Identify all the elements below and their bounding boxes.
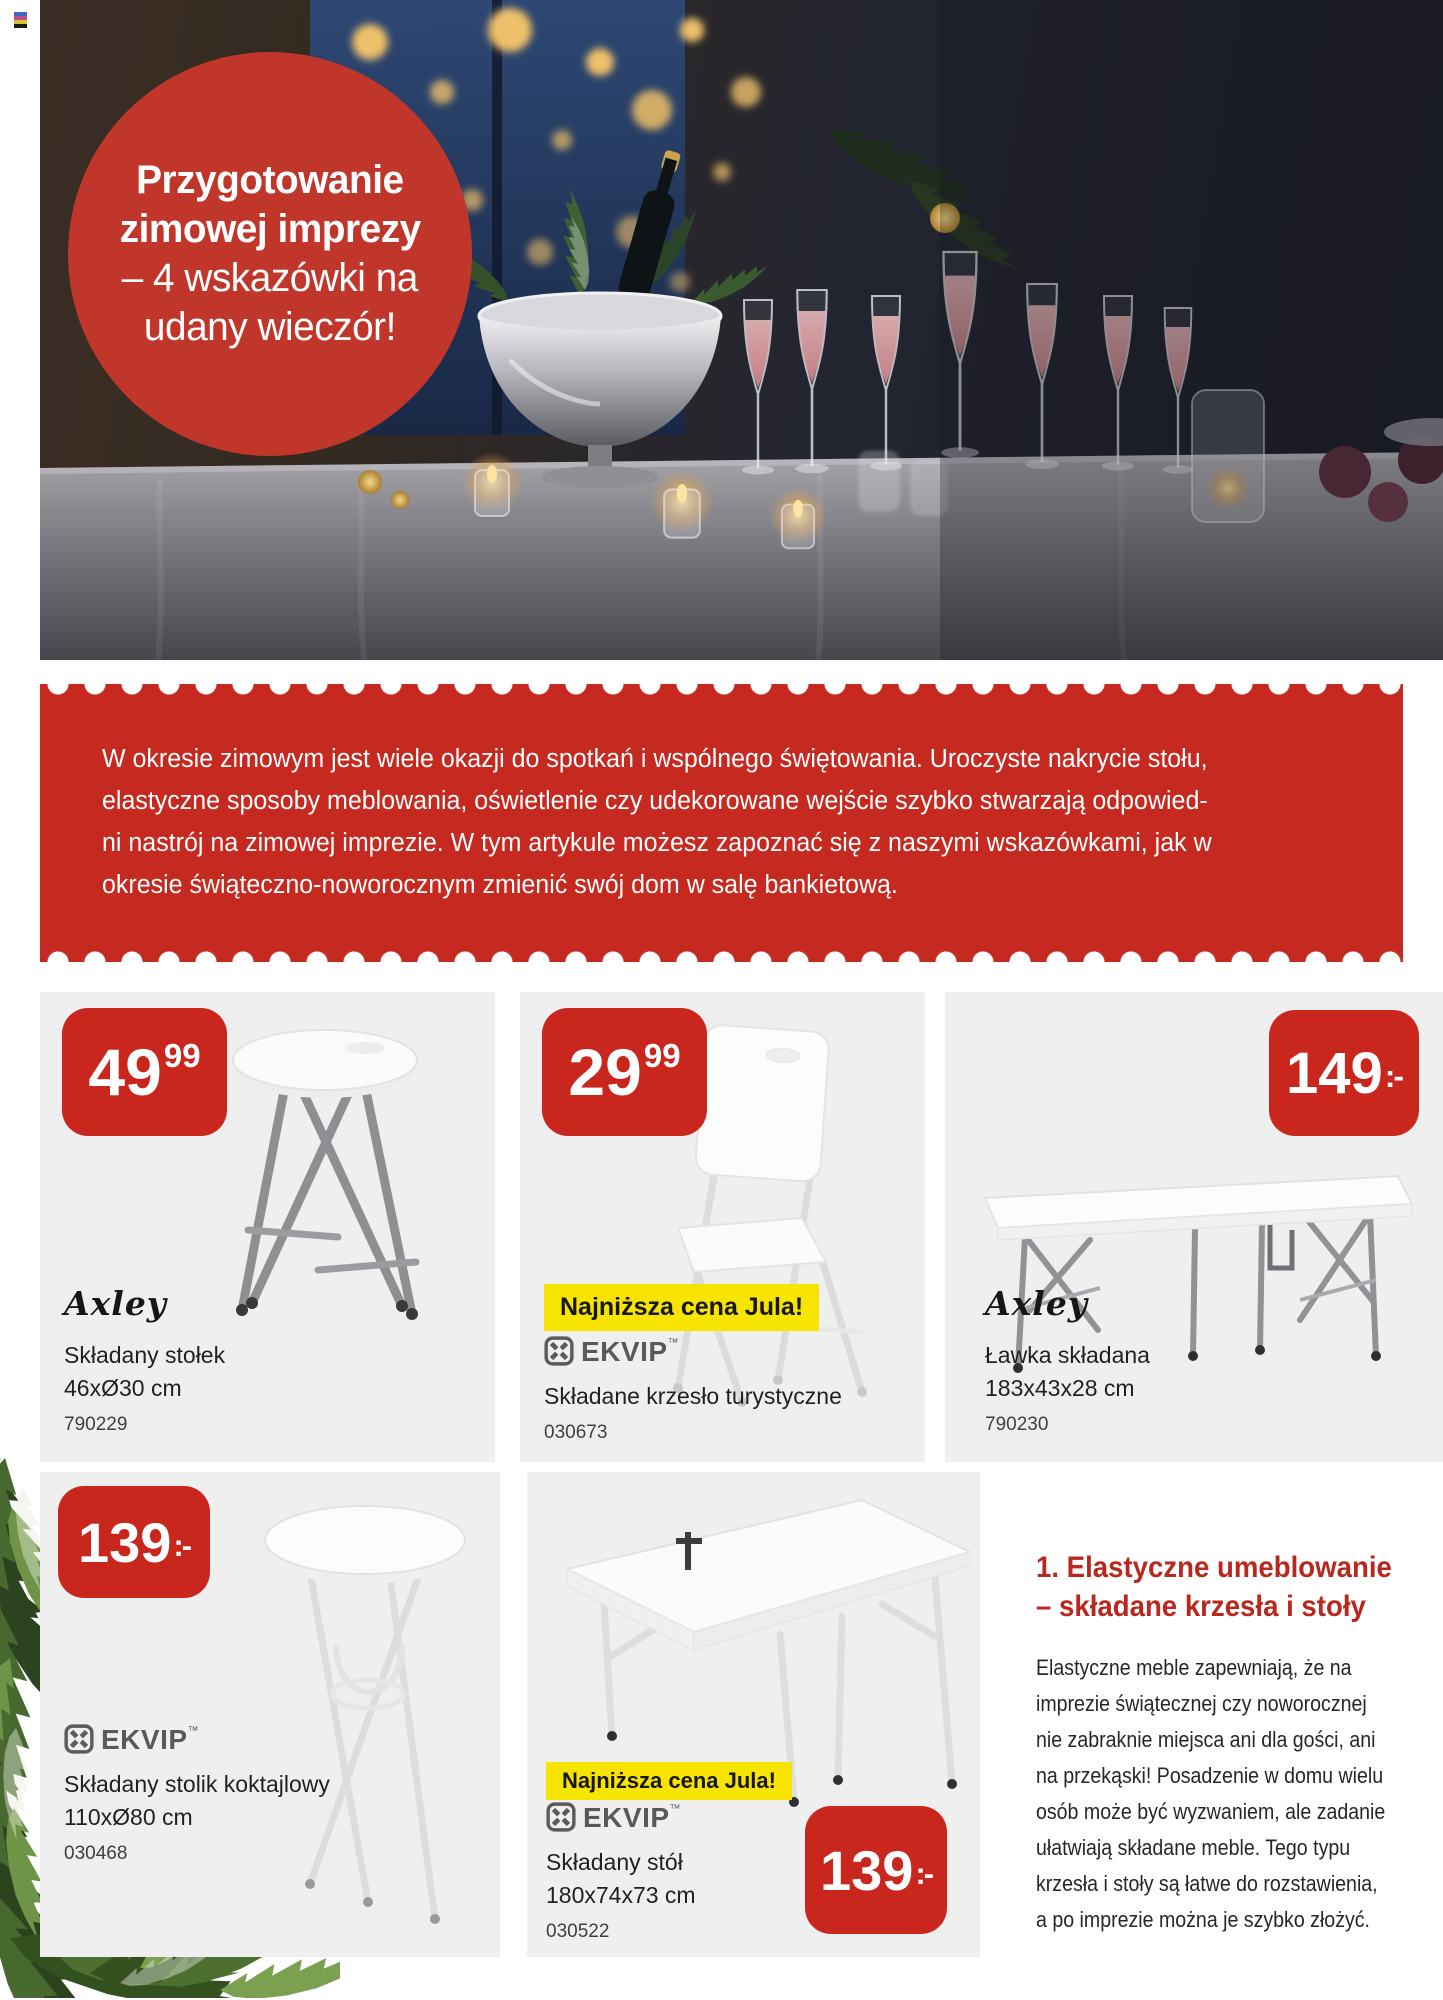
price-suffix: :- xyxy=(1384,1058,1403,1095)
product-info xyxy=(544,1336,842,1444)
article-line: a po imprezie można je szybko złożyć. xyxy=(1036,1907,1370,1932)
product-sku: 790230 xyxy=(985,1414,1049,1435)
promo-line: Przygotowanie xyxy=(136,158,404,202)
article-line: ułatwiają składane meble. Tego typu xyxy=(1036,1835,1351,1860)
article-body xyxy=(1036,1650,1436,1938)
brand-ekvip xyxy=(64,1724,330,1756)
intro-line: elastyczne sposoby meblowania, oświetlenie czy udekorowane wejście szybko stwarzają odpowied- xyxy=(102,787,1208,815)
price-badge xyxy=(1269,1010,1419,1136)
price-suffix: :- xyxy=(915,1855,932,1891)
product-card-cocktail-table[interactable] xyxy=(40,1472,500,1957)
product-sku: 030522 xyxy=(546,1921,610,1942)
intro-line: ni nastrój na zimowej imprezie. W tym artykule możesz zapoznać się z naszymi wskazówkami, jak w xyxy=(102,829,1212,857)
product-name: Składany stolik koktajlowy xyxy=(64,1771,330,1797)
product-info xyxy=(985,1284,1150,1436)
product-sku: 030468 xyxy=(64,1843,128,1864)
intro-text xyxy=(102,738,1327,906)
product-size: 183x43x28 cm xyxy=(985,1375,1135,1401)
product-card-chair[interactable] xyxy=(520,992,925,1462)
brand-axley: Axley xyxy=(985,1284,1088,1323)
product-name: Składany stół xyxy=(546,1849,683,1875)
price-badge xyxy=(62,1008,227,1136)
color-registration-mark xyxy=(14,12,27,30)
product-size: 110xØ80 cm xyxy=(64,1804,193,1830)
price-badge xyxy=(542,1008,707,1136)
lowest-price-badge: Najniższa cena Jula! xyxy=(544,1284,819,1331)
promo-line: – 4 wskazówki na xyxy=(121,256,419,300)
price-integer: 149 xyxy=(1285,1040,1383,1106)
promo-line: udany wieczór! xyxy=(143,305,396,349)
trademark: ™ xyxy=(669,1803,681,1815)
product-info xyxy=(64,1284,225,1436)
price-integer: 49 xyxy=(88,1035,162,1109)
product-card-bench[interactable] xyxy=(945,992,1443,1462)
price-integer: 139 xyxy=(820,1838,914,1902)
article-line: Elastyczne meble zapewniają, że na xyxy=(1036,1655,1352,1680)
product-name: Składany stołek xyxy=(64,1342,226,1368)
article-line: osób może być wyzwaniem, ale zadanie xyxy=(1036,1799,1386,1824)
article-heading: 1. Elastyczne umeblowanie xyxy=(1036,1551,1392,1584)
ekvip-logo-icon xyxy=(544,1336,574,1366)
product-name: Składane krzesło turystyczne xyxy=(544,1383,842,1409)
trademark: ™ xyxy=(187,1725,199,1737)
article-line: nie zabraknie miejsca ani dla gości, ani xyxy=(1036,1727,1376,1752)
price-integer: 29 xyxy=(568,1035,642,1109)
promo-circle xyxy=(68,52,472,456)
ekvip-logo-icon xyxy=(64,1724,94,1754)
lowest-price-badge: Najniższa cena Jula! xyxy=(546,1762,792,1800)
stool-image xyxy=(190,1018,460,1348)
price-badge xyxy=(805,1806,947,1934)
price-badge xyxy=(58,1486,210,1598)
article-heading: – składane krzesła i stoły xyxy=(1036,1590,1366,1623)
trademark: ™ xyxy=(667,1337,679,1349)
ekvip-logo-icon xyxy=(546,1802,576,1832)
brand-label: EKVIP xyxy=(581,1336,668,1367)
product-info xyxy=(546,1802,696,1943)
brand-axley: Axley xyxy=(64,1284,167,1323)
product-name: Ławka składana xyxy=(985,1342,1150,1368)
intro-line: okresie świąteczno-noworocznym zmienić swój dom w salę bankietową. xyxy=(102,871,898,899)
brand-ekvip xyxy=(546,1802,696,1834)
product-info xyxy=(64,1724,330,1865)
article-line: krzesła i stoły są łatwe do rozstawienia, xyxy=(1036,1871,1378,1896)
price-suffix: :- xyxy=(173,1527,190,1563)
price-integer: 139 xyxy=(78,1510,172,1574)
product-card-table[interactable] xyxy=(527,1472,980,1957)
product-sku: 030673 xyxy=(544,1422,608,1443)
promo-line: zimowej imprezy xyxy=(119,207,421,251)
intro-banner xyxy=(40,684,1403,962)
hero-photo xyxy=(40,0,1443,660)
product-size: 180x74x73 cm xyxy=(546,1882,696,1908)
brand-label: EKVIP xyxy=(101,1724,188,1755)
price-decimals: 99 xyxy=(163,1036,201,1074)
brand-ekvip xyxy=(544,1336,842,1368)
product-size: 46xØ30 cm xyxy=(64,1375,182,1401)
cocktail-table-image xyxy=(240,1494,490,1934)
article-line: na przekąski! Posadzenie w domu wielu xyxy=(1036,1763,1384,1788)
article-section xyxy=(1036,1548,1436,1938)
price-decimals: 99 xyxy=(643,1036,681,1074)
brand-label: EKVIP xyxy=(583,1802,670,1833)
product-sku: 790229 xyxy=(64,1414,128,1435)
product-card-stool[interactable] xyxy=(40,992,495,1462)
article-line: imprezie świątecznej czy noworocznej xyxy=(1036,1691,1367,1716)
intro-line: W okresie zimowym jest wiele okazji do spotkań i wspólnego świętowania. Uroczyste nakrycie stołu, xyxy=(102,745,1208,773)
